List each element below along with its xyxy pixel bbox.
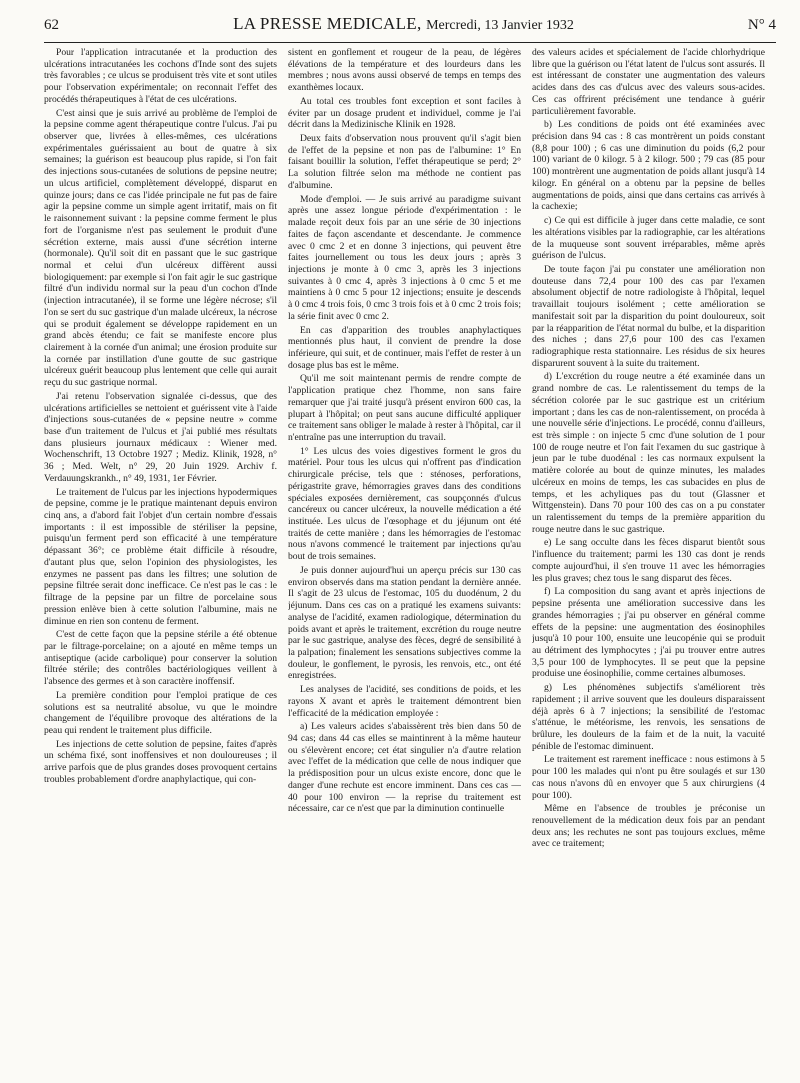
paragraph: des valeurs acides et spécialement de l'acide chlorhydrique libre que la guérison ou l'état latent de l'ulcus sont assurés. Il est intéressant de constater une augmentation des valeurs acides dans des cas d'ulcus avec des valeurs sous-acides. Ces cas offrirent précisément une tendance à guérir particulièrement favorable. bbox=[532, 47, 765, 117]
paragraph: d) L'excrétion du rouge neutre a été examinée dans un grand nombre de cas. Le ralentissement du temps de la sécrétion colorée par le suc gastrique est un critérium important ; dans les cas de non-ralentissement, on procéda à une nouvelle série d'injections. Le procédé, connu d'ailleurs, est très simple : on injecte 5 cmc d'une solution de 1 pour 100 de rouge neutre et l'on fait l'examen du suc gastrique à jeun par le tube duodénal : les cas normaux expulsent la matière colorée au bout de quinze minutes, les malades ulcéreux en moins de temps, les cas subacides en plus de temps, et les achyliques pas du tout (Glassner et Wittgenstein). Dans 70 pour 100 des cas on a pu constater un ralentissement du temps de la première apparition du rouge neutre dans le suc gastrique. bbox=[532, 371, 765, 535]
page-number: 62 bbox=[44, 17, 59, 33]
paragraph: En cas d'apparition des troubles anaphylactiques mentionnés plus haut, il convient de prendre la dose inférieure, qui suit, et de continuer, mais l'effet de rester à un dosage plus bas est le même. bbox=[288, 324, 521, 371]
paragraph: Mode d'emploi. — Je suis arrivé au paradigme suivant après une assez longue période d'expérimentation : le malade reçoit deux fois par an une série de 30 injections faites de façon ascendante et descendante. Je commence avec 0 cmc 2 et en donne 3 injections, qui peuvent être faites journellement ou tous les deux jours ; après 3 injections je monte à 0 cmc 3, après les 3 injections suivantes à 0 cmc 4, après 3 injections à 0 cmc 5 et me maintiens à 0 cmc 5 pour 12 injections; ensuite je descends à 0 cmc 4 trois fois, 0 cmc 3 trois fois et à 0 cmc 2 trois fois; la série finit avec 0 cmc 2. bbox=[288, 193, 521, 322]
paragraph: C'est de cette façon que la pepsine stérile a été obtenue par le filtrage-porcelaine; on a ajouté en même temps un antiseptique (acide carbolique) pour conserver la solution filtrée stérile; des contrôles bactériologiques veillent à l'absence des germes et à son caractère inoffensif. bbox=[44, 629, 277, 688]
paragraph: Les injections de cette solution de pepsine, faites d'après un schéma fixé, sont inoffensives et non douloureuses ; il arrive parfois que de plus grandes doses provoquent certains troubles probablement d'ordre anaphylactique, qui con- bbox=[44, 738, 277, 785]
paragraph: La première condition pour l'emploi pratique de ces solutions est sa neutralité absolue, vu que le moindre changement de l'équilibre provoque des altérations de la peau qui rendent le traitement plus difficile. bbox=[44, 689, 277, 736]
paragraph: sistent en gonflement et rougeur de la peau, de légères élévations de la température et des lourdeurs dans les membres ; nous avons aussi observé de temps en temps des exanthèmes locaux. bbox=[288, 47, 521, 94]
article-columns bbox=[44, 47, 776, 1083]
paragraph: 1° Les ulcus des voies digestives forment le gros du matériel. Pour tous les ulcus qui n'offrent pas d'indication chirurgicale précise, tels que : sténoses, perforations, périgastrite grave, hémorragies graves dans des conditions spéciales exposées dernièrement, cas soupçonnés d'ulcus cancéreux ou cancer ulcéreux, la nouvelle médication a été instituée. Les ulcus de l'œsophage et du jéjunum ont été traités de cette manière ; dans les hémorragies de l'estomac nous n'avons commencé le traitement par injections qu'au bout de trois semaines. bbox=[288, 445, 521, 563]
paragraph: e) Le sang occulte dans les fèces disparut bientôt sous l'influence du traitement; parmi les 130 cas dont je rends compte aujourd'hui, il s'en trouve 11 avec les hémorragies les plus graves; chez tous le sang disparut des fèces. bbox=[532, 537, 765, 584]
paragraph: Même en l'absence de troubles je préconise un renouvellement de la médication deux fois par an pendant deux ans; les rechutes ne sont pas toujours exclues, même avec ce traitement; bbox=[532, 803, 765, 850]
journal-name: LA PRESSE MEDICALE, bbox=[233, 14, 422, 33]
paragraph: a) Les valeurs acides s'abaissèrent très bien dans 50 de 94 cas; dans 44 cas elles se maintinrent à la même hauteur ou s'élevèrent encore; cet état singulier n'a d'autre relation avec l'effet de la médication que celle de nous indiquer que la prédisposition pour un ulcus existe encore, donc que le danger d'une rechute est encore imminent. Dans ces cas — 40 pour 100 environ — la reprise du traitement est nécessaire, car ce n'est que par la diminution continuelle bbox=[288, 721, 521, 815]
paragraph: c) Ce qui est difficile à juger dans cette maladie, ce sont les altérations visibles par la radiographie, car les altérations de la muqueuse sont souvent irréparables, même après guérison de l'ulcus. bbox=[532, 215, 765, 262]
paragraph: C'est ainsi que je suis arrivé au problème de l'emploi de la pepsine comme agent thérapeutique contre l'ulcus. J'ai pu observer que, livrées à elles-mêmes, ces ulcérations expérimentales guérissaient au bout de quatre à six semaines; la guérison est beaucoup plus rapide, si l'on fait des injections sous-cutanées de solutions de pepsine neutre; un ulcus artificiel, complètement développé, disparut en quinze jours; dans ce cas l'idée principale ne fut pas de faire agir la pepsine comme un simple agent irritatif, mais on fit le raisonnement suivant : la pepsine comme ferment le plus fort de l'organisme n'est pas seulement le produit d'une sécrétion externe, mais aussi d'une sécrétion interne (hormonale). Qu'il soit dit en passant que le suc gastrique normal et celui d'un ulcéreux diffèrent aussi biologiquement: par exemple si l'on fait agir le suc gastrique filtré d'un individu normal sur la peau d'un cochon d'Inde (injection intracutanée), il se forme une légère nécrose; s'il l'on se sert du suc gastrique d'un malade ulcéreux, la nécrose qui se produit également se développe rapidement en un grand abcès étendu; ce fait se manifeste encore plus clairement à la cornée d'un animal; une érosion produite sur la cornée par instillation d'une goutte de suc gastrique ulcéreux guérit beaucoup plus lentement que celle qui aurait reçu du suc gastrique normal. bbox=[44, 107, 277, 389]
paragraph: Deux faits d'observation nous prouvent qu'il s'agit bien de l'effet de la pepsine et non pas de l'albumine: 1° En faisant bouillir la solution, l'effet thérapeutique se perd; 2° La solution filtrée selon ma méthode ne contient pas d'albumine. bbox=[288, 133, 521, 191]
paragraph: Pour l'application intracutanée et la production des ulcérations intracutanées les cochons d'Inde sont des sujets très favorables ; ce ulcus se produisent très vite et sont utiles pour l'observation expérimentale; on reconnait l'effet des procédés thérapeutiques à l'état de ces ulcérations. bbox=[44, 47, 277, 105]
paragraph: De toute façon j'ai pu constater une amélioration non douteuse dans 72,4 pour 100 des cas par l'examen absolument objectif de notre radiologiste à l'hôpital, lequel travaillait toujours isolément ; cette amélioration se manifestait soit par la disparition du point douloureux, soit par la réapparition de l'état normal du bulbe, et la disparition des niches ; dans 27,6 pour 100 des cas l'examen radiographique resta stationnaire. Les résidus de six heures disparurent souvent à la suite du traitement. bbox=[532, 263, 765, 369]
issue-date: Mercredi, 13 Janvier 1932 bbox=[426, 18, 574, 33]
page-header bbox=[44, 14, 776, 38]
paragraph: Au total ces troubles font exception et sont faciles à éviter par un dosage prudent et individuel, comme je l'ai décrit dans la Medizinische Klinik en 1928. bbox=[288, 95, 521, 131]
journal-title-line bbox=[233, 14, 574, 34]
paragraph: Qu'il me soit maintenant permis de rendre compte de l'application pratique chez l'homme, non sans faire remarquer que j'ai traité jusqu'à présent environ 600 cas, la plupart à l'hôpital; on peut sans aucune difficulté appliquer ce traitement sans obliger le malade à rester à l'hôpital, car il n'entraîne pas une interruption du travail. bbox=[288, 373, 521, 443]
paragraph: J'ai retenu l'observation signalée ci-dessus, que des ulcérations artificielles se nettoient et guérissent vite à l'aide d'injections sous-cutanées de « pepsine neutre » comme base d'un traitement de l'ulcus et j'ai publié mes résultats dans plusieurs journaux médicaux : Wiener med. Wochenschrift, 13 Octobre 1927 ; Mediz. Klinik, 1928, n° 36 ; Med. Welt, n° 29, 20 Juin 1929. Archiv f. Verdauungskrankh., n° 49, 1931, 1er Février. bbox=[44, 390, 277, 484]
column-3 bbox=[532, 47, 765, 1083]
column-2 bbox=[288, 47, 521, 1083]
paragraph: f) La composition du sang avant et après injections de pepsine présenta une amélioration successive dans les grandes hémorragies ; j'ai pu observer en général comme effets de la pepsine: une augmentation des éosinophiles jusqu'à 10 pour 100, ensuite une leucopénie qui se produit au détriment des lymphocytes ; j'ai pu trouver entre autres 3,5 pour 100 de lymphocytes. Il se peut que la pepsine produise une éosinophilie, comme certaines albumoses. bbox=[532, 586, 765, 680]
column-1 bbox=[44, 47, 277, 1083]
paragraph: b) Les conditions de poids ont été examinées avec précision dans 94 cas : 8 cas montrèrent un poids constant (8,8 pour 100) ; 6 cas une diminution du poids (6,2 pour 100) variant de 0 kilogr. 5 à 2 kilogr. 500 ; 79 cas (85 pour 100) montrèrent une augmentation de poids allant jusqu'à 14 kilogr. En général on a obtenu par la pepsine de belles augmentations de poids, ainsi que dans certains cas arrivés à la cachexie; bbox=[532, 119, 765, 213]
paragraph: g) Les phénomènes subjectifs s'améliorent très rapidement ; il arrive souvent que les douleurs disparaissent déjà après 6 à 7 injections; la sensibilité de l'estomac s'atténue, le météorisme, les renvois, les sensations de brûlure, les douleurs de la faim et de la nuit, la vacuité pénible de l'estomac diminuent. bbox=[532, 682, 765, 752]
paragraph: Je puis donner aujourd'hui un aperçu précis sur 130 cas environ observés dans ma station pendant la dernière année. Il s'agit de 23 ulcus de l'estomac, 105 du duodénum, 2 du jéjunum. Dans ces cas on a pratiqué les examens suivants: analyse de l'acidité, examen radiologique, détermination du poids avant et après le traitement, excrétion du rouge neutre par le suc gastrique, analyse des fèces, degré de sensibilité à la palpation; finalement les sensations subjectives comme la douleur, le gonflement, le pyrosis, les renvois, etc., ont été enregistrées. bbox=[288, 564, 521, 682]
paragraph: Les analyses de l'acidité, ses conditions de poids, et les rayons X avant et après le traitement démontrent bien l'efficacité de la médication employée : bbox=[288, 684, 521, 719]
header-rule bbox=[44, 42, 776, 43]
paragraph: Le traitement de l'ulcus par les injections hypodermiques de pepsine, comme je le pratique maintenant depuis environ cinq ans, a d'abord fait l'objet d'un certain nombre d'essais importants : il est impossible de stériliser la pepsine, puisqu'un ferment perd son efficacité à une température dépassant 36°; ce problème était difficile à résoudre, d'autant plus que, selon l'opinion des physiologistes, les enzymes ne passent pas dans les filtres; une solution de pepsine filtrée serait donc inefficace. Ce n'est pas le cas : le filtrage de la pepsine par un filtre de porcelaine sous pression enlève bien à cette solution l'albumine, mais ne diminue en rien son contenu de ferment. bbox=[44, 486, 277, 627]
paragraph: Le traitement est rarement inefficace : nous estimons à 5 pour 100 les malades qui n'ont pu être soulagés et sur 130 cas nous n'avons dû en envoyer que 5 aux chirurgiens (4 pour 100). bbox=[532, 754, 765, 801]
issue-number: N° 4 bbox=[747, 17, 776, 33]
